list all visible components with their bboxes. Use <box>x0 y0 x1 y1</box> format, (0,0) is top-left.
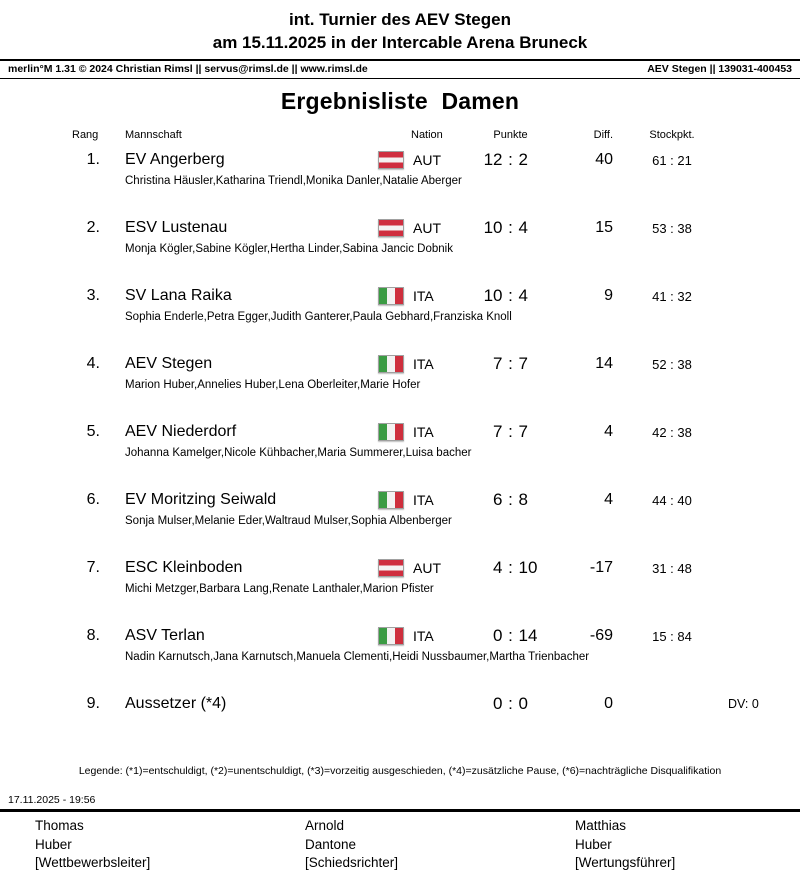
team-name: AEV Niederdorf <box>125 423 237 440</box>
official-first-name: Matthias <box>575 818 627 833</box>
points-against: 0 <box>518 694 528 713</box>
official-last-name: Huber <box>35 836 72 852</box>
nation-cell <box>373 695 468 713</box>
nation-code: AUT <box>413 560 441 576</box>
team-name: Aussetzer (*4) <box>125 695 227 712</box>
nation-flag-icon <box>378 287 404 305</box>
nation-cell <box>373 355 468 373</box>
team-name: AEV Stegen <box>125 355 213 372</box>
points-for: 6 <box>493 490 503 509</box>
footer-divider <box>0 809 800 812</box>
table-header-row <box>0 129 800 147</box>
team-name: ASV Terlan <box>125 627 205 644</box>
points-separator: : <box>508 422 513 441</box>
table-row <box>0 691 800 759</box>
points-cell <box>468 694 553 714</box>
nation-code: ITA <box>413 424 434 440</box>
stock-points-cell: 15 : 84 <box>652 628 692 644</box>
nation-code: ITA <box>413 492 434 508</box>
software-credit: merlin°M 1.31 © 2024 Christian Rimsl || servus@rimsl.de || www.rimsl.de <box>8 63 368 75</box>
points-separator: : <box>508 490 513 509</box>
team-name: ESV Lustenau <box>125 219 228 236</box>
rank-cell: 1. <box>86 151 100 168</box>
points-against: 4 <box>518 218 528 237</box>
points-cell <box>468 354 553 374</box>
nation-cell <box>373 219 468 237</box>
nation-flag-icon <box>378 627 404 645</box>
points-for: 7 <box>493 422 503 441</box>
official-role: [Schiedsrichter] <box>305 855 399 870</box>
points-separator: : <box>508 150 513 169</box>
diff-cell: 15 <box>595 219 613 236</box>
points-separator: : <box>508 218 513 237</box>
meta-bar <box>0 59 800 79</box>
stock-points-cell: 44 : 40 <box>652 492 692 508</box>
points-cell <box>468 286 553 306</box>
official-role: [Wettbewerbsleiter] <box>35 855 151 870</box>
points-for: 10 <box>483 218 503 237</box>
players-list: Marion Huber,Annelies Huber,Lena Oberleiter,Marie Hofer <box>125 379 421 391</box>
points-for: 10 <box>483 286 503 305</box>
table-row <box>0 351 800 419</box>
rank-cell: 8. <box>86 627 100 644</box>
stock-points-cell: 31 : 48 <box>652 560 692 576</box>
tournament-title-line2: am 15.11.2025 in der Intercable Arena Bruneck <box>212 33 588 52</box>
points-separator: : <box>508 558 513 577</box>
nation-cell <box>373 559 468 577</box>
points-separator: : <box>508 694 513 713</box>
diff-cell: 40 <box>595 151 613 168</box>
points-cell <box>468 422 553 442</box>
col-header-stockpkt: Stockpkt. <box>649 129 695 141</box>
official-schiedsrichter <box>305 817 575 873</box>
col-header-diff: Diff. <box>593 129 613 141</box>
points-against: 2 <box>518 150 528 169</box>
points-separator: : <box>508 354 513 373</box>
diff-cell: 4 <box>604 423 613 440</box>
points-cell <box>468 218 553 238</box>
nation-flag-icon <box>378 219 404 237</box>
dv-cell: DV: 0 <box>728 697 759 711</box>
table-row <box>0 147 800 215</box>
nation-flag-icon <box>378 491 404 509</box>
diff-cell: 4 <box>604 491 613 508</box>
points-cell <box>468 490 553 510</box>
team-name: ESC Kleinboden <box>125 559 243 576</box>
official-first-name: Arnold <box>305 818 345 833</box>
nation-cell <box>373 423 468 441</box>
points-separator: : <box>508 286 513 305</box>
stock-points-cell: 61 : 21 <box>652 152 692 168</box>
official-last-name: Dantone <box>305 836 357 852</box>
nation-cell <box>373 627 468 645</box>
diff-cell: 0 <box>604 695 613 712</box>
points-against: 10 <box>518 558 538 577</box>
points-against: 4 <box>518 286 528 305</box>
players-list: Sonja Mulser,Melanie Eder,Waltraud Mulser,Sophia Albenberger <box>125 515 452 527</box>
table-row <box>0 623 800 691</box>
stock-points-cell: 42 : 38 <box>652 424 692 440</box>
official-first-name: Thomas <box>35 818 84 833</box>
table-row <box>0 555 800 623</box>
official-wettbewerbsleiter <box>35 817 305 873</box>
rank-cell: 3. <box>86 287 100 304</box>
table-row <box>0 419 800 487</box>
rank-cell: 6. <box>86 491 100 508</box>
official-last-name: Huber <box>575 836 612 852</box>
col-header-nation: Nation <box>411 129 443 141</box>
diff-cell: -69 <box>589 627 613 644</box>
players-list: Nadin Karnutsch,Jana Karnutsch,Manuela Clementi,Heidi Nussbaumer,Martha Trienbacher <box>125 651 590 663</box>
nation-code: AUT <box>413 152 441 168</box>
nation-flag-icon <box>378 559 404 577</box>
players-list: Christina Häusler,Katharina Triendl,Monika Danler,Natalie Aberger <box>125 175 462 187</box>
table-row <box>0 215 800 283</box>
table-row <box>0 283 800 351</box>
nation-code: ITA <box>413 288 434 304</box>
rank-cell: 2. <box>86 219 100 236</box>
club-id: AEV Stegen || 139031-400453 <box>647 63 792 75</box>
stock-points-cell: 52 : 38 <box>652 356 692 372</box>
team-name: EV Moritzing Seiwald <box>125 491 277 508</box>
diff-cell: 14 <box>595 355 613 372</box>
rank-cell: 5. <box>86 423 100 440</box>
rank-cell: 7. <box>86 559 100 576</box>
points-for: 0 <box>493 626 503 645</box>
rank-cell: 4. <box>86 355 100 372</box>
nation-cell <box>373 491 468 509</box>
stock-points-cell: 41 : 32 <box>652 288 692 304</box>
nation-code: AUT <box>413 220 441 236</box>
diff-cell: -17 <box>589 559 613 576</box>
legend-text: Legende: (*1)=entschuldigt, (*2)=unentschuldigt, (*3)=vorzeitig ausgeschieden, (*4)=zusätzliche Pause, (*6)=nachträgliche Disqualifikation <box>78 765 722 777</box>
team-name: EV Angerberg <box>125 151 225 168</box>
nation-code: ITA <box>413 356 434 372</box>
table-row <box>0 487 800 555</box>
points-against: 7 <box>518 354 528 373</box>
tournament-title <box>0 0 800 54</box>
results-table-body <box>0 147 800 759</box>
points-against: 7 <box>518 422 528 441</box>
nation-flag-icon <box>378 355 404 373</box>
points-separator: : <box>508 626 513 645</box>
players-list: Sophia Enderle,Petra Egger,Judith Ganterer,Paula Gebhard,Franziska Knoll <box>125 311 512 323</box>
team-name: SV Lana Raika <box>125 287 232 304</box>
page-title: Ergebnisliste Damen <box>280 88 520 114</box>
points-cell <box>468 558 553 578</box>
official-role: [Wertungsführer] <box>575 855 676 870</box>
nation-flag-icon <box>378 423 404 441</box>
col-header-mannschaft: Mannschaft <box>125 129 182 141</box>
points-cell <box>468 626 553 646</box>
nation-cell <box>373 151 468 169</box>
points-cell <box>468 150 553 170</box>
nation-cell <box>373 287 468 305</box>
tournament-title-line1: int. Turnier des AEV Stegen <box>289 10 511 29</box>
rank-cell: 9. <box>86 695 100 712</box>
points-against: 8 <box>518 490 528 509</box>
print-timestamp: 17.11.2025 - 19:56 <box>8 794 96 806</box>
points-against: 14 <box>518 626 538 645</box>
nation-code: ITA <box>413 628 434 644</box>
points-for: 7 <box>493 354 503 373</box>
players-list: Michi Metzger,Barbara Lang,Renate Lanthaler,Marion Pfister <box>125 583 434 595</box>
points-for: 4 <box>493 558 503 577</box>
col-header-rang: Rang <box>72 129 99 141</box>
official-wertungsfuehrer <box>575 817 800 873</box>
stock-points-cell: 53 : 38 <box>652 220 692 236</box>
points-for: 12 <box>483 150 503 169</box>
points-for: 0 <box>493 694 503 713</box>
nation-flag-icon <box>378 151 404 169</box>
diff-cell: 9 <box>604 287 613 304</box>
officials-row <box>0 817 800 873</box>
col-header-punkte: Punkte <box>493 129 528 141</box>
players-list: Monja Kögler,Sabine Kögler,Hertha Linder,Sabina Jancic Dobnik <box>125 243 453 255</box>
players-list: Johanna Kamelger,Nicole Kühbacher,Maria Summerer,Luisa bacher <box>125 447 472 459</box>
